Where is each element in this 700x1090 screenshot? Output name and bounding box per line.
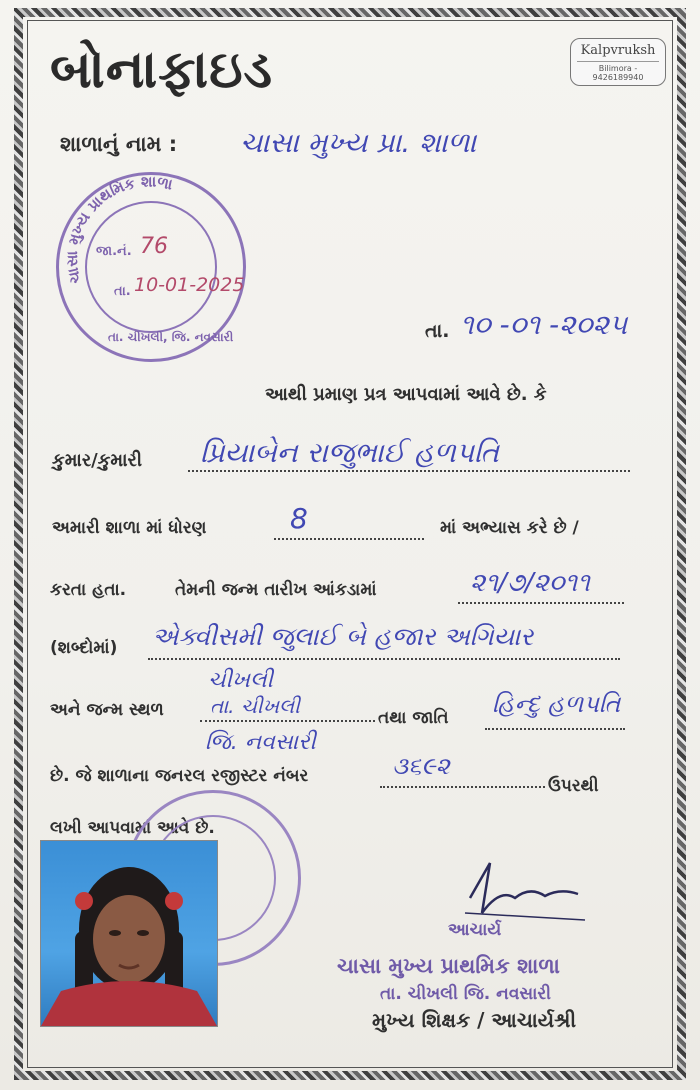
student-dotted-line <box>188 470 630 472</box>
written-label: લખી આપવામાં આવે છે. <box>50 818 215 838</box>
karta-label: કરતા હતા. <box>50 580 127 600</box>
acharya-label: આચાર્ય <box>448 920 502 940</box>
caste-label: તથા જાતિ <box>378 708 449 728</box>
caste-value: હિન્દુ હળપતિ <box>492 690 621 718</box>
stamp-jk-label: જા.નં. <box>96 244 132 259</box>
register-suffix: ઉપરથી <box>548 776 599 796</box>
std-dotted-line <box>274 538 424 540</box>
caste-dotted-line <box>485 728 625 730</box>
birth-taluka-value: તા. ચીખલી <box>210 694 300 718</box>
dob-dotted-line <box>458 602 624 604</box>
school-name-value: ચાસા મુખ્ય પ્રા. શાળા <box>240 126 477 159</box>
intro-text: આથી પ્રમાણ પ્રત્ર આપવામાં આવે છે. કે <box>265 384 547 405</box>
student-name-value: પ્રિયાબેન રાજુભાઈ હળપતિ <box>200 436 499 469</box>
birth-label: અને જન્મ સ્થળ <box>50 700 164 720</box>
dob-label: તેમની જન્મ તારીખ આંકડામાં <box>175 580 377 600</box>
stamp-bottom-title: ચાસા મુખ્ય પ્રાથમિક શાળા <box>337 954 560 978</box>
std-suffix: માં અભ્યાસ કરે છે / <box>440 518 579 538</box>
register-value: ૩૬૯૨ <box>392 752 450 780</box>
student-photo-illustration <box>41 841 217 1026</box>
birth-dotted-line <box>200 720 375 722</box>
school-name-label: શાળાનું નામ : <box>60 132 178 156</box>
birth-district-value: જિ. નવસારી <box>205 730 316 755</box>
stamp-ring-label: ચાસા મુખ્ય પ્રાથમિક શાળા <box>63 172 175 286</box>
date-value: ૧૦ -૦૧ -૨૦૨૫ <box>460 308 628 341</box>
date-label: તા. <box>425 320 450 342</box>
stamp-bottom-text: તા. ચીખલી, જિ. નવસારી <box>108 330 234 344</box>
words-dotted-line <box>148 658 620 660</box>
birth-village-value: ચીખલી <box>208 668 273 693</box>
std-value: 8 <box>290 502 308 535</box>
words-label: (શબ્દોમાં) <box>50 638 118 658</box>
logo-sub: Bilimora - 9426189940 <box>577 61 659 82</box>
student-photo <box>40 840 218 1027</box>
stamp-bottom-sub: તા. ચીખલી જિ. નવસારી <box>380 984 552 1004</box>
register-dotted-line <box>380 786 545 788</box>
stamp-jk-value: 76 <box>140 234 168 259</box>
student-label: કુમાર/કુમારી <box>52 450 142 471</box>
certificate-title: બોનાફાઇડ <box>50 40 274 100</box>
principal-signature <box>460 858 590 928</box>
footer-label: મુખ્ય શિક્ષક / આચાર્યશ્રી <box>372 1008 577 1032</box>
svg-text:ચાસા મુખ્ય પ્રાથમિક શાળા <box>63 173 175 286</box>
publisher-logo <box>570 38 666 86</box>
register-label: છે. જે શાળાના જનરલ રજીસ્ટર નંબર <box>50 766 309 786</box>
logo-name: Kalpvruksh <box>580 43 656 58</box>
std-label: અમારી શાળા માં ધોરણ <box>52 518 207 538</box>
stamp-date-label: તા. <box>114 284 131 299</box>
words-value: એક્વીસમી જુલાઈ બે હજાર અગિયાર <box>152 622 534 651</box>
dob-value: ૨૧/૭/૨૦૧૧ <box>470 568 590 598</box>
stamp-date-value: 10-01-2025 <box>134 274 245 296</box>
